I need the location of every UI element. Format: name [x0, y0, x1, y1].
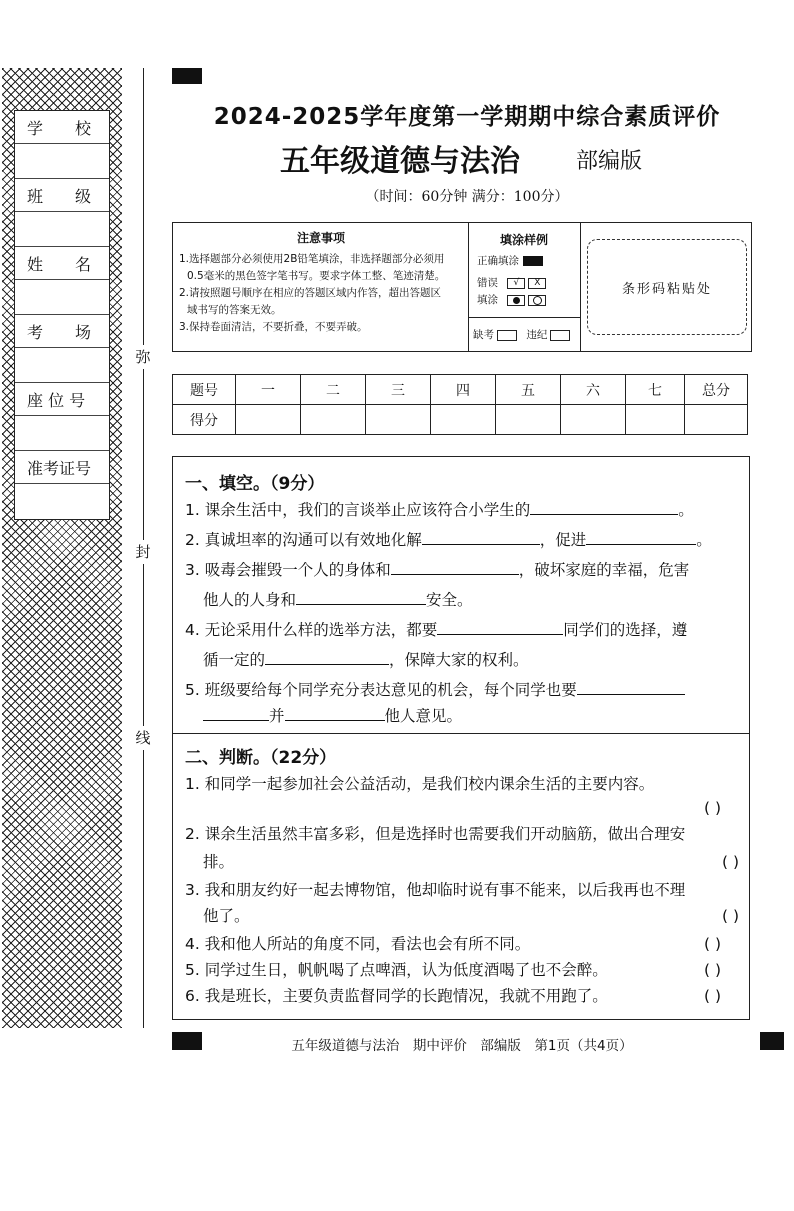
score-cell[interactable] [366, 405, 431, 435]
score-cell[interactable] [685, 405, 748, 435]
fill-question-1 [185, 495, 745, 525]
score-table-header: 七 [626, 375, 685, 405]
fill-question-3-cont [203, 585, 763, 615]
school-field[interactable] [15, 144, 109, 179]
student-info-panel [14, 110, 110, 520]
filled-box-icon [523, 256, 543, 266]
score-table-header: 五 [496, 375, 561, 405]
notice-column [173, 223, 469, 351]
cross-box-icon: X [528, 278, 546, 289]
fill-question-4 [185, 615, 745, 645]
absent-violation-row [473, 327, 570, 344]
class-label: 班 级 [15, 179, 109, 212]
exam-room-field[interactable] [15, 348, 109, 383]
notice-item: 域书写的答案无效。 [187, 304, 282, 316]
sample-correct-label: 正确填涂 [477, 255, 519, 267]
answer-paren[interactable]: ( ) [721, 853, 739, 871]
barcode-area: 条形码粘贴处 [587, 239, 747, 335]
score-table-score-row [173, 405, 748, 435]
score-table-header: 总分 [685, 375, 748, 405]
score-table-header: 四 [431, 375, 496, 405]
binding-char-feng: 封 [131, 540, 155, 564]
answer-blank[interactable] [265, 646, 389, 665]
fill-q4-mid: 同学们的选择，遵 [563, 621, 688, 639]
ticket-field[interactable] [15, 484, 109, 518]
score-cell[interactable] [561, 405, 626, 435]
score-cell[interactable] [626, 405, 685, 435]
answer-paren[interactable]: ( ) [703, 935, 721, 953]
fill-q2-end: 。 [696, 531, 712, 549]
fill-q1-text: 1. 课余生活中，我们的言谈举止应该符合小学生的 [185, 501, 531, 519]
seat-field[interactable] [15, 416, 109, 451]
violation-label: 违纪 [526, 329, 548, 341]
score-table-header-row [173, 375, 748, 405]
fill-q2-mid: ，促进 [539, 531, 587, 549]
fill-q2-text: 2. 真诚坦率的沟通可以有效地化解 [185, 531, 422, 549]
fill-q3-mid: ，破坏家庭的幸福，危害 [518, 561, 690, 579]
answer-paren[interactable]: ( ) [721, 907, 739, 925]
answer-blank[interactable] [285, 702, 385, 721]
judge-q2-cont: 排。 [203, 853, 235, 871]
questions-box [172, 456, 750, 1020]
answer-paren[interactable]: ( ) [703, 799, 721, 817]
time-info: （时间：60分钟 满分：100分） [365, 189, 569, 205]
judge-q4-text: 4. 我和他人所站的角度不同，看法也会有所不同。 [185, 935, 531, 953]
section1-title: 一、填空。（9分） [185, 474, 325, 494]
judge-q1-text: 1. 和同学一起参加社会公益活动，是我们校内课余生活的主要内容。 [185, 775, 655, 793]
dot-box-icon [507, 295, 525, 306]
sample-wrong-label-2: 填涂 [477, 294, 498, 306]
score-table-header: 二 [301, 375, 366, 405]
notice-title: 注意事项 [296, 231, 345, 245]
judge-question-6 [185, 981, 745, 1011]
name-label: 姓 名 [15, 247, 109, 280]
absent-box[interactable] [497, 330, 517, 341]
binding-char-xian: 线 [131, 726, 155, 750]
fill-question-3 [185, 555, 745, 585]
score-table-header: 三 [366, 375, 431, 405]
fill-q5-mid: 并 [269, 707, 285, 725]
sample-wrong [477, 275, 546, 309]
fill-q3-text: 3. 吸毒会摧毁一个人的身体和 [185, 561, 391, 579]
fill-q3-cont-text: 他人的人身和 [203, 591, 297, 609]
answer-blank[interactable] [530, 496, 678, 515]
score-label: 得分 [173, 405, 236, 435]
sample-title: 填涂样例 [499, 233, 548, 247]
fill-q1-end: 。 [678, 501, 694, 519]
page-footer: 五年级道德与法治 期中评价 部编版 第1页（共4页） [291, 1038, 633, 1054]
answer-paren[interactable]: ( ) [703, 987, 721, 1005]
subject-title: 五年级道德与法治 [280, 144, 520, 179]
exam-room-label: 考 场 [15, 315, 109, 348]
answer-blank[interactable] [422, 526, 540, 545]
alignment-mark-bottom-right [760, 1032, 784, 1050]
notice-box [172, 222, 752, 352]
edition-label: 部编版 [576, 149, 643, 174]
absent-label: 缺考 [473, 329, 494, 341]
fill-q5-end: 他人意见。 [384, 707, 463, 725]
fill-q4-end: ，保障大家的权利。 [389, 651, 529, 669]
judge-question-2-cont [203, 847, 745, 877]
alignment-mark-top [172, 68, 202, 84]
judge-q3-cont: 他了。 [203, 907, 250, 925]
answer-blank[interactable] [391, 556, 519, 575]
answer-blank[interactable] [577, 676, 685, 695]
judge-question-2 [185, 819, 745, 849]
circle-box-icon [528, 295, 546, 306]
judge-q3-text: 3. 我和朋友约好一起去博物馆，他却临时说有事不能来，以后我再也不理 [185, 881, 686, 899]
binding-char-mi: 弥 [131, 345, 155, 369]
score-cell[interactable] [236, 405, 301, 435]
notice-items [179, 251, 467, 336]
violation-box[interactable] [550, 330, 570, 341]
fill-q4-text: 4. 无论采用什么样的选举方法，都要 [185, 621, 438, 639]
answer-paren[interactable]: ( ) [703, 961, 721, 979]
score-cell[interactable] [431, 405, 496, 435]
notice-item: 3.保持卷面清洁，不要折叠，不要弄破。 [179, 321, 368, 333]
ticket-label: 准考证号 [15, 451, 109, 484]
score-table-header: 一 [236, 375, 301, 405]
sample-wrong-label-1: 错误 [477, 277, 498, 289]
notice-item: 1.选择题部分必须使用2B铅笔填涂，非选择题部分必须用 [179, 253, 445, 265]
answer-blank[interactable] [203, 702, 269, 721]
check-box-icon: √ [507, 278, 525, 289]
sample-divider [469, 317, 581, 318]
exam-title: 2024-2025学年度第一学期期中综合素质评价 [213, 104, 721, 130]
answer-blank[interactable] [296, 586, 426, 605]
score-table-header: 题号 [173, 375, 236, 405]
fill-question-5-cont [203, 701, 763, 731]
class-field[interactable] [15, 212, 109, 247]
answer-blank[interactable] [437, 616, 563, 635]
score-table [172, 374, 748, 435]
school-label: 学 校 [15, 111, 109, 144]
score-table-header: 六 [561, 375, 626, 405]
score-cell[interactable] [301, 405, 366, 435]
notice-item: 0.5毫米的黑色签字笔书写。要求字体工整、笔迹清楚。 [187, 270, 446, 282]
fill-q3-end: 安全。 [426, 591, 473, 609]
fill-sample-column [469, 223, 581, 351]
notice-item: 2.请按照题号顺序在相应的答题区域内作答，超出答题区 [179, 287, 442, 299]
judge-q5-text: 5. 同学过生日，帆帆喝了点啤酒，认为低度酒喝了也不会醉。 [185, 961, 608, 979]
judge-q6-text: 6. 我是班长，主要负责监督同学的长跑情况，我就不用跑了。 [185, 987, 608, 1005]
fill-question-2 [185, 525, 745, 555]
fill-question-4-cont [203, 645, 763, 675]
fill-q5-text: 5. 班级要给每个同学充分表达意见的机会，每个同学也要 [185, 681, 577, 699]
score-cell[interactable] [496, 405, 561, 435]
section-divider [173, 733, 749, 734]
judge-question-1 [185, 769, 745, 799]
section2-title: 二、判断。（22分） [185, 748, 337, 768]
sample-correct [477, 253, 543, 270]
seat-label: 座 位 号 [15, 383, 109, 416]
answer-blank[interactable] [586, 526, 696, 545]
judge-question-3-cont [203, 901, 745, 931]
judge-q2-text: 2. 课余生活虽然丰富多彩，但是选择时也需要我们开动脑筋，做出合理安 [185, 825, 686, 843]
name-field[interactable] [15, 280, 109, 315]
fill-q4-cont-text: 循一定的 [203, 651, 266, 669]
